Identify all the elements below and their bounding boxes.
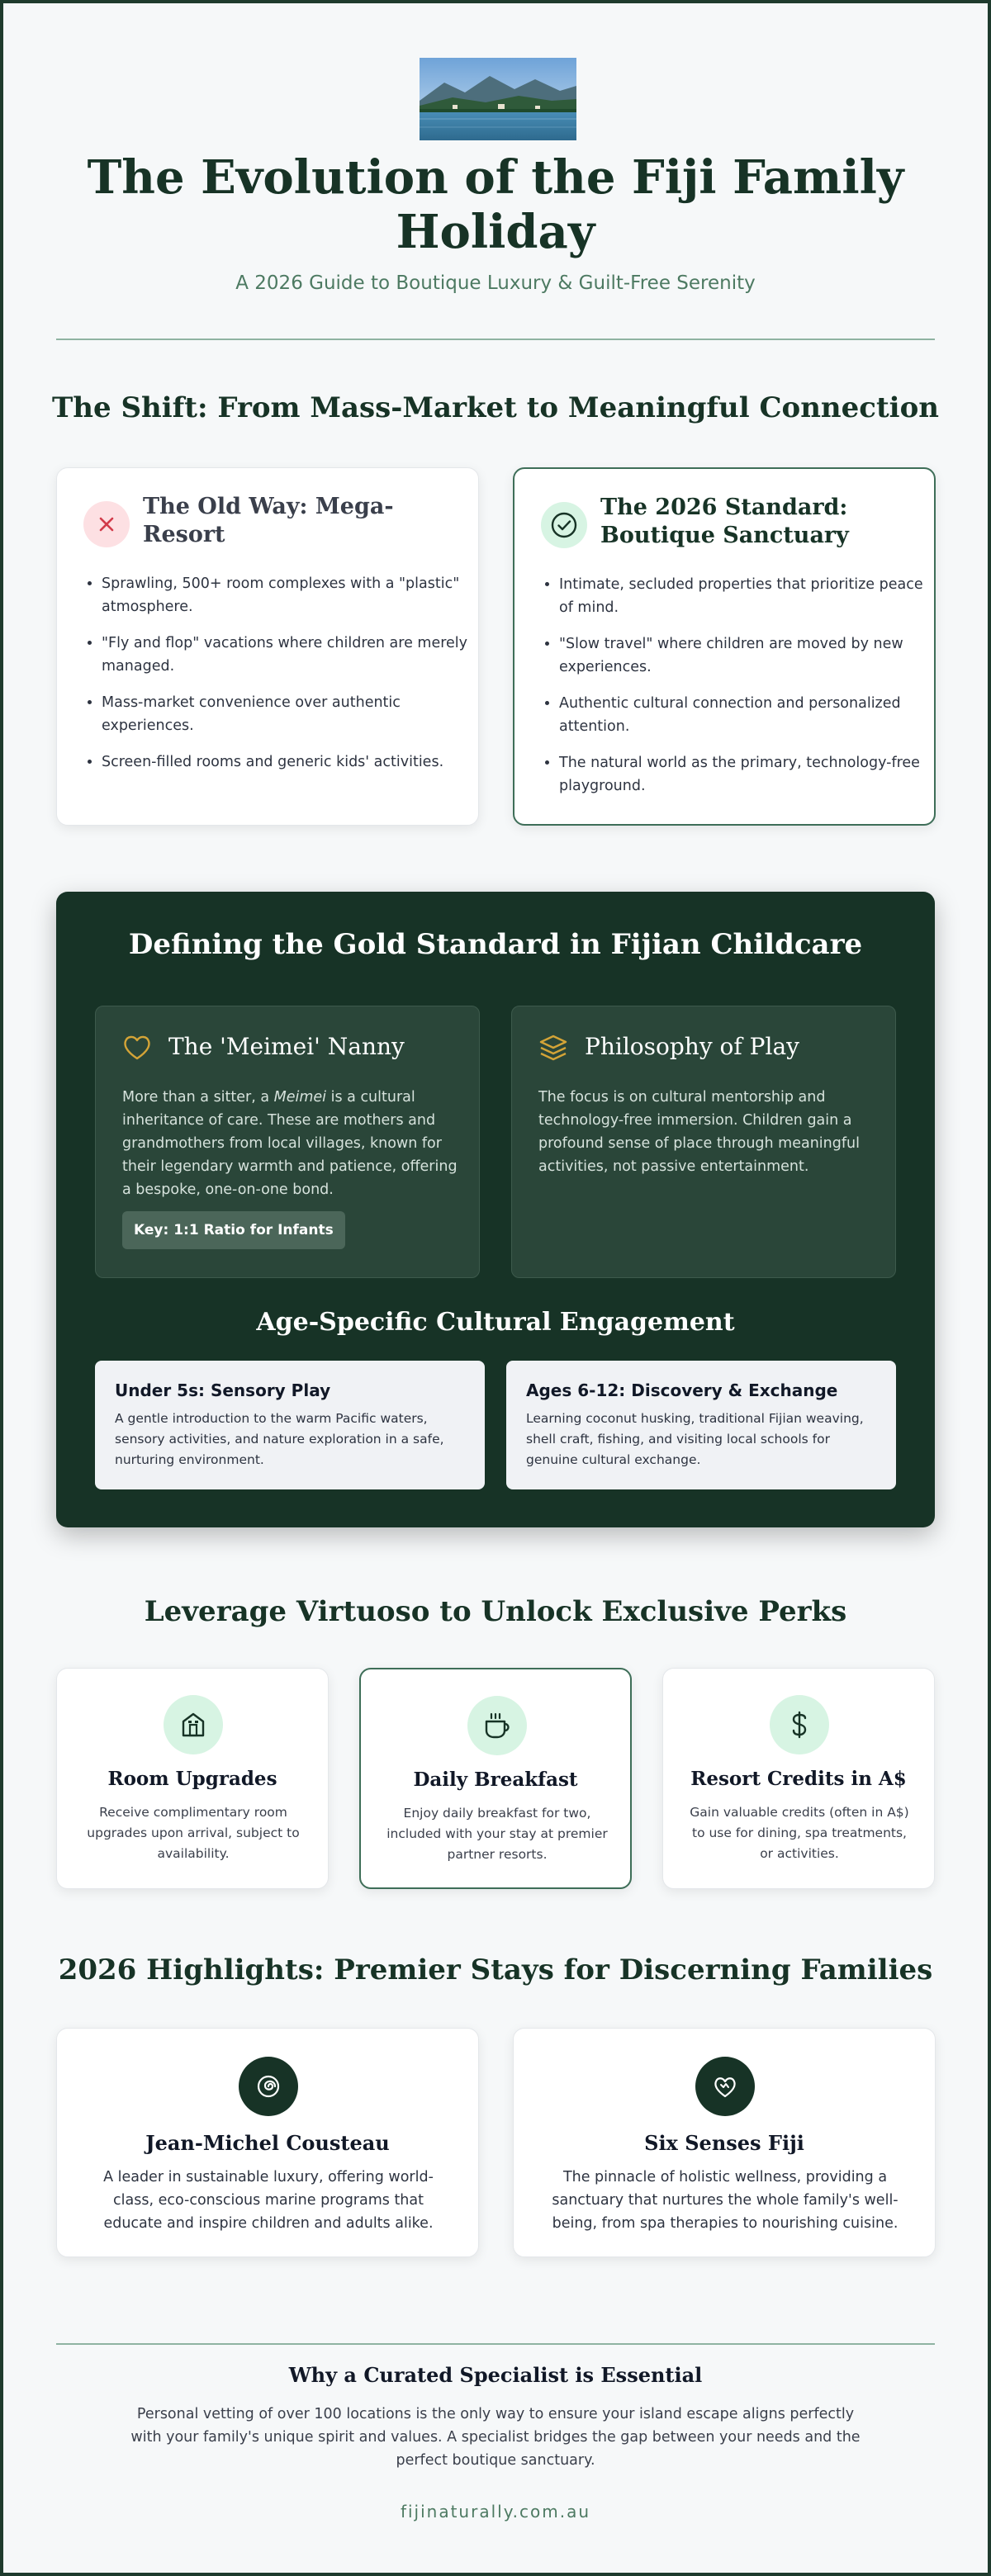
footer-heading: Why a Curated Specialist is Essential (288, 2363, 703, 2387)
divider (56, 339, 935, 340)
hero-image (420, 58, 576, 140)
dollar-icon (770, 1695, 829, 1754)
meimei-text (122, 1086, 461, 1201)
age-card-text: A gentle introduction to the warm Pacific waters, sensory activities, and nature exploration in a safe, nurturing environment. (115, 1411, 444, 1467)
meimei-card (95, 1006, 480, 1278)
perk-title: Room Upgrades (107, 1768, 277, 1790)
highlight-text: A leader in sustainable luxury, offering world-class, eco-conscious marine programs that educate and inspire children and adults alike. (103, 2169, 434, 2232)
perk-card-daily-breakfast (359, 1668, 632, 1889)
meimei-title: The 'Meimei' Nanny (168, 1033, 405, 1060)
meimei-text-part: More than a sitter, a (122, 1089, 274, 1106)
perk-title: Resort Credits in A$ (690, 1768, 907, 1790)
age-heading: Age-Specific Cultural Engagement (256, 1308, 735, 1337)
play-philosophy-card (511, 1006, 896, 1278)
perk-card-room-upgrades (56, 1668, 329, 1889)
new-standard-card (513, 467, 936, 826)
divider (56, 2343, 935, 2345)
x-icon (83, 501, 130, 547)
new-standard-list (539, 573, 931, 811)
website-link[interactable]: fijinaturally.com.au (400, 2502, 591, 2522)
perk-text: Enjoy daily breakfast for two, included with your stay at premier partner resorts. (386, 1806, 608, 1862)
new-standard-title: The 2026 Standard: Boutique Sanctuary (600, 495, 849, 548)
perk-title: Daily Breakfast (413, 1769, 578, 1791)
list-item: • The natural world as the primary, technology-free playground. (559, 751, 931, 798)
page (3, 3, 988, 2573)
list-item: • Sprawling, 500+ room complexes with a "plastic" atmosphere. (102, 572, 473, 618)
highlights-heading: 2026 Highlights: Premier Stays for Discerning Families (58, 1953, 933, 1986)
highlight-title: Jean-Michel Cousteau (145, 2131, 390, 2155)
perk-text: Receive complimentary room upgrades upon arrival, subject to availability. (87, 1805, 300, 1861)
list-item: • Authentic cultural connection and personalized attention. (559, 692, 931, 738)
age-card-text: Learning coconut husking, traditional Fijian weaving, shell craft, fishing, and visiting local schools for genuine cultural exchange. (526, 1411, 864, 1467)
heart-icon (121, 1031, 154, 1064)
list-item: • "Fly and flop" vacations where children are merely managed. (102, 632, 473, 678)
list-item: • Intimate, secluded properties that prioritize peace of mind. (559, 573, 931, 619)
island-landscape-image (420, 58, 576, 140)
play-title: Philosophy of Play (585, 1033, 799, 1060)
list-item: • "Slow travel" where children are moved by new experiences. (559, 632, 931, 679)
list-item: • Mass-market convenience over authentic experiences. (102, 691, 473, 737)
highlight-title: Six Senses Fiji (644, 2131, 804, 2155)
check-circle-icon (541, 502, 587, 548)
coffee-cup-icon (467, 1696, 527, 1755)
layers-icon (537, 1031, 570, 1064)
perk-card-resort-credits (662, 1668, 935, 1889)
meimei-text-part: is a cultural inheritance of care. These are mothers and grandmothers from local villages, known for their legendary warmth and patience, offering a bespoke, one-on-one bond. (122, 1089, 458, 1198)
meimei-term: Meimei (273, 1089, 327, 1106)
play-text: The focus is on cultural mentorship and technology-free immersion. Children gain a profound sense of place through meaningful activities, not passive entertainment. (538, 1089, 860, 1175)
page-subtitle: A 2026 Guide to Boutique Luxury & Guilt-Free Serenity (235, 272, 756, 294)
page-title: The Evolution of the Fiji Family Holiday (87, 150, 904, 259)
hotel-icon (164, 1695, 223, 1754)
age-card-under5 (95, 1361, 485, 1489)
highlight-text: The pinnacle of holistic wellness, providing a sanctuary that nurtures the whole family's well-being, from spa therapies to nourishing cuisine. (552, 2169, 899, 2232)
highlight-card-six-senses (513, 2028, 936, 2257)
old-way-list (82, 572, 473, 787)
age-card-title: Under 5s: Sensory Play (115, 1380, 331, 1400)
age-card-6-12 (506, 1361, 896, 1489)
perks-heading: Leverage Virtuoso to Unlock Exclusive Perks (144, 1595, 847, 1628)
footer-text: Personal vetting of over 100 locations is the only way to ensure your island escape aligns perfectly with your family's unique spirit and values. A specialist bridges the gap between your needs and the perfect boutique sanctuary. (130, 2406, 861, 2469)
heart-hands-icon (695, 2057, 755, 2116)
list-item: • Screen-filled rooms and generic kids' activities. (102, 751, 473, 774)
shift-heading: The Shift: From Mass-Market to Meaningful Connection (52, 391, 939, 424)
childcare-heading: Defining the Gold Standard in Fijian Childcare (128, 928, 863, 961)
old-way-title: The Old Way: Mega-Resort (143, 494, 394, 547)
age-card-title: Ages 6-12: Discovery & Exchange (526, 1380, 838, 1400)
perk-text: Gain valuable credits (often in A$) to use for dining, spa treatments, or activities. (690, 1805, 909, 1861)
ratio-badge: Key: 1:1 Ratio for Infants (122, 1211, 345, 1249)
highlight-card-cousteau (56, 2028, 479, 2257)
old-way-card (56, 467, 479, 826)
shell-icon (239, 2057, 298, 2116)
childcare-section (56, 892, 935, 1527)
